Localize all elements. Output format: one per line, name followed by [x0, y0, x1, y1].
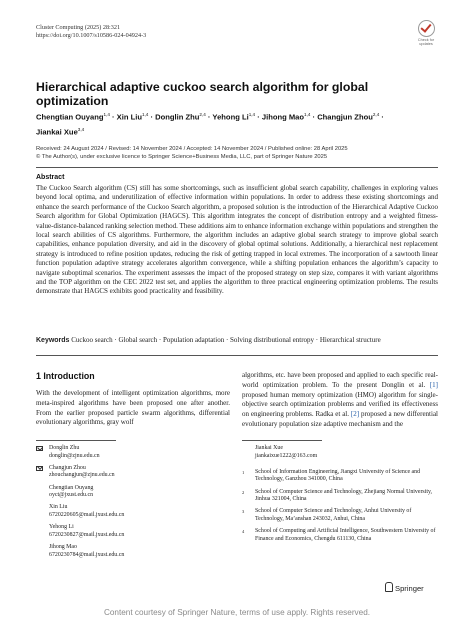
footnote-divider	[242, 440, 322, 441]
intro-column-left: With the development of intelligent optimization algorithms, more meta-inspired algorithms have been proposed one after another. From the earlier proposed particle swarm algorithms, differential evolutionary algorithms, gray wolf	[36, 389, 230, 427]
corresponding-contacts	[36, 445, 226, 564]
affiliation-item	[242, 528, 438, 543]
divider	[36, 167, 438, 168]
journal-citation: Cluster Computing (2025) 28:321	[36, 24, 121, 31]
contact-entry	[36, 544, 226, 559]
affiliation-text: School of Computer Science and Technology, Zhejiang Normal University, Jinhua 321004, China	[255, 488, 433, 503]
keywords-line	[36, 336, 438, 344]
check-for-updates-label: Check for updates	[417, 38, 435, 47]
author-name[interactable]: Yehong Li	[212, 112, 249, 122]
affiliation-number: 4	[242, 529, 245, 535]
author-affil-ref: 1,4	[248, 112, 256, 117]
author-separator: ·	[255, 112, 262, 122]
author-name[interactable]: Chengtian Ouyang	[36, 112, 104, 122]
contact-email[interactable]: 6720220605@mail.jxust.edu.cn	[49, 511, 125, 518]
check-mark-icon	[418, 20, 435, 37]
keywords-label: Keywords	[36, 337, 70, 344]
article-title: Hierarchical adaptive cuckoo search algorithm for global optimization	[36, 80, 369, 108]
section-heading-introduction: 1 Introduction	[36, 371, 95, 381]
envelope-icon	[36, 466, 43, 471]
history-dates: Received: 24 August 2024 / Revised: 14 November 2024 / Accepted: 14 November 2024 / Published online: 28 April 2025	[36, 146, 348, 152]
contact-entry	[36, 465, 226, 480]
contact-entry	[242, 445, 438, 460]
publisher-logo	[385, 582, 424, 593]
courtesy-notice: Content courtesy of Springer Nature, terms of use apply. Rights reserved.	[103, 608, 371, 617]
author-name[interactable]: Changjun Zhou	[317, 112, 373, 122]
intro-text: algorithms, etc. have been proposed and applied to each specific real-world optimization problem. To the present Donglin et al.	[242, 371, 438, 389]
springer-horse-icon	[385, 582, 393, 592]
affiliations	[242, 445, 438, 548]
abstract-heading: Abstract	[36, 174, 65, 181]
publisher-name: Springer	[395, 584, 424, 593]
envelope-icon	[36, 446, 43, 451]
abstract-text: The Cuckoo Search algorithm (CS) still has some shortcomings, such as insufficient global search capability, challenges in exploring values beyond local optima, and underutilization of effective information within populations. In order to address these existing shortcomings and enhance the search performance of the Cuckoo Search algorithm, a proposed solution is the introduction of the Hierarchical Adaptive Cuckoo Search algorithm for Global Optimization (HAGCS). This algorithm integrates the concept of distribution entropy and a weighted fitness-value-distance-balanced ranking selection method. These additions aim to enhance information exchange within populations and strengthen the local search abilities of CS algorithms. Furthermore, the algorithm includes an adaptive global search strategy to improve global search capabilities, enhance population diversity, and aid in the discovery of global optimal solutions. Additionally, a hierarchical nest replacement strategy is introduced to refine position updates, reducing the risk of getting trapped in local extremes. The incorporation of a sawtooth linear function population adaptive strategy accelerates algorithm convergence, while a shifting population enhances the algorithm’s capacity to navigate suboptimal scenarios. The experiment assesses the impact of the proposed strategy on step size, compares it with variant algorithms and the TOP algorithm on the CEC 2022 test set, and applies the algorithm to three practical engineering optimization problems. The results demonstrate that HAGCS exhibits good practicality and feasibility.	[36, 184, 438, 296]
contact-name: Jihong Mao	[49, 543, 77, 550]
affiliation-item	[242, 489, 438, 504]
journal-header	[36, 24, 146, 40]
publication-dates	[36, 145, 446, 161]
contact-email[interactable]: donglin@zjnu.edu.cn	[49, 452, 100, 459]
author-affil-ref: 1,4	[304, 112, 311, 117]
author-affil-ref: 2,4	[199, 112, 206, 117]
contact-name: Yehong Li	[49, 524, 74, 531]
affiliation-number: 2	[242, 489, 245, 495]
author-list	[36, 109, 440, 138]
author-name[interactable]: Donglin Zhu	[155, 112, 200, 122]
contact-name: Donglin Zhu	[49, 445, 80, 451]
contact-email[interactable]: 6720230784@mail.jxust.edu.cn	[49, 551, 125, 558]
affiliation-text: School of Computing and Artificial Intelligence, Southwestern University of Finance and Economics, Chengdu 611130, China	[255, 528, 436, 542]
author-separator: ·	[109, 112, 117, 122]
author-separator: ·	[379, 112, 384, 122]
contact-email[interactable]: oyct@jxust.edu.cn	[49, 492, 94, 499]
author-name[interactable]: Jihong Mao	[261, 112, 305, 122]
affiliation-number: 3	[242, 509, 245, 515]
author-affil-ref: 1,4	[103, 112, 110, 117]
affiliation-number: 1	[242, 469, 245, 475]
doi-link[interactable]: https://doi.org/10.1007/s10586-024-04924-3	[36, 32, 147, 39]
citation-link[interactable]: [1]	[429, 380, 438, 389]
author-separator: ·	[310, 112, 318, 122]
contact-entry	[36, 485, 226, 500]
footnote-divider	[36, 440, 116, 441]
check-for-updates-badge[interactable]	[410, 20, 442, 54]
author-name[interactable]: Xin Liu	[116, 112, 142, 122]
author-name[interactable]: Jiankai Xue	[36, 127, 78, 137]
citation-link[interactable]: [2]	[350, 410, 360, 419]
author-affil-ref: 2,4	[372, 112, 380, 117]
intro-column-right	[242, 371, 438, 430]
affiliation-text: School of Computer Science and Technology, Anhui University of Technology, Ma’anshan 243032, Anhui, China	[255, 508, 412, 522]
keywords-text: Cuckoo search · Global search · Population adaptation · Solving distributional entropy · Hierarchical structure	[71, 336, 381, 344]
intro-text: proposed human memory optimization (HMO) algorithm for single-objective search optimization problems and verified its effectiveness on engineering problems. Radka et al.	[242, 390, 438, 419]
author-affil-ref: 1,4	[141, 112, 149, 117]
affiliation-item	[242, 508, 438, 523]
contact-name: Jiankai Xue	[255, 445, 283, 451]
contact-entry	[36, 445, 226, 460]
author-separator: ·	[148, 112, 156, 122]
affiliation-item	[242, 469, 438, 484]
contact-name: Changjun Zhou	[49, 464, 86, 471]
contact-email[interactable]: 6720230827@mail.jxust.edu.cn	[49, 531, 125, 538]
contact-email[interactable]: jiankaixue1222@163.com	[255, 452, 318, 459]
divider	[36, 355, 438, 356]
contact-entry	[36, 504, 226, 519]
contact-name: Chengtian Ouyang	[49, 484, 94, 491]
contact-email[interactable]: zhouchangjun@zjnu.edu.cn	[49, 472, 115, 479]
contact-entry	[36, 524, 226, 539]
affiliation-text: School of Information Engineering, Jiangxi University of Science and Technology, Ganzhou 341000, China	[255, 468, 421, 483]
copyright-line: © The Author(s), under exclusive licence to Springer Science+Business Media, LLC, part of Springer Nature 2025	[36, 154, 328, 160]
author-affil-ref: 3,4	[77, 126, 85, 132]
contact-name: Xin Liu	[49, 504, 68, 511]
author-separator: ·	[205, 112, 213, 122]
intro-text: proposed a new differential evolutionary population size adaptive mechanism and the	[242, 410, 438, 428]
